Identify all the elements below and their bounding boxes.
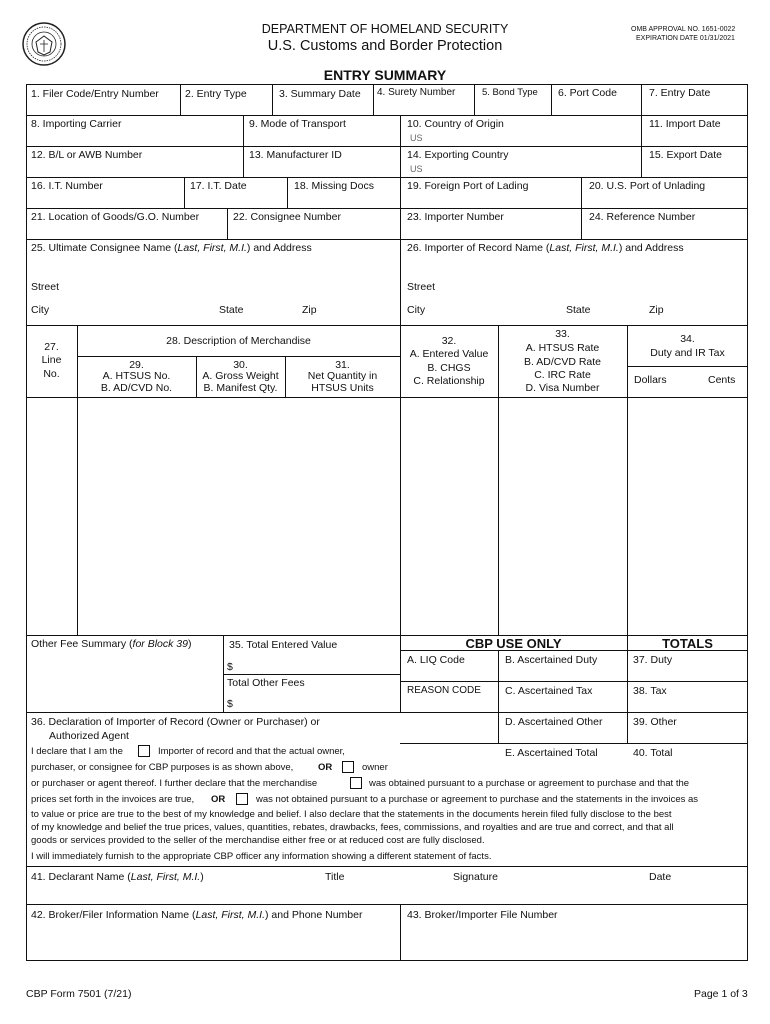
col-30-manifest-qty: B. Manifest Qty.	[203, 382, 278, 394]
col-33-num: 33.	[555, 328, 570, 340]
declaration-or-1: OR	[318, 762, 333, 773]
liq-code: A. LIQ Code	[407, 654, 465, 666]
declaration-line-2a: purchaser, or consignee for CBP purposes is as shown above,	[31, 762, 294, 773]
form-number: CBP Form 7501 (7/21)	[26, 988, 132, 1000]
field-it-number: 16. I.T. Number	[31, 180, 103, 192]
col-31-htsus-units: HTSUS Units	[311, 382, 374, 394]
col-32-num: 32.	[441, 335, 457, 347]
col-description: 28. Description of Merchandise	[166, 335, 311, 347]
ascertained-other: D. Ascertained Other	[505, 716, 603, 728]
form-title: ENTRY SUMMARY	[323, 67, 447, 83]
col-line-label: Line	[41, 354, 62, 366]
field-manufacturer-id: 13. Manufacturer ID	[249, 149, 342, 161]
ascertained-duty: B. Ascertained Duty	[505, 654, 598, 666]
owner-checkbox[interactable]	[342, 761, 354, 773]
field-location-of-goods: 21. Location of Goods/G.O. Number	[31, 211, 200, 223]
purchase-obtained-checkbox[interactable]	[350, 777, 362, 789]
declaration-title-2: Authorized Agent	[49, 730, 129, 742]
declaration-line-4b: was not obtained pursuant to a purchase or agreement to purchase and the statements in the invoices as	[256, 794, 699, 805]
declaration-line-7: goods or services provided to the seller of the merchandise either free or at reduced cost are fully disclosed.	[31, 835, 485, 846]
col-line-no: No.	[43, 368, 60, 380]
declaration-line-6: of my knowledge and belief the true prices, values, quantities, rebates, drawbacks, fees, commissions, and royalties and are true and correct, and that all	[31, 822, 674, 833]
col-34-cents: Cents	[708, 374, 736, 386]
purchase-not-obtained-checkbox[interactable]	[236, 793, 248, 805]
declaration-line-2b: owner	[362, 762, 388, 773]
field-missing-docs: 18. Missing Docs	[294, 180, 374, 192]
field-importer-of-record: 26. Importer of Record Name (Last, First, M.I.) and Address	[407, 242, 684, 254]
total-duty: 37. Duty	[633, 654, 673, 666]
field-date: Date	[649, 871, 672, 883]
col-33-htsus-rate: A. HTSUS Rate	[525, 342, 600, 354]
expiration-date: EXPIRATION DATE 01/31/2021	[636, 35, 735, 42]
field-bl-awb-number: 12. B/L or AWB Number	[31, 149, 143, 161]
reason-code: REASON CODE	[407, 685, 481, 696]
field-declarant-name: 41. Declarant Name (Last, First, M.I.)	[31, 871, 204, 883]
record-state-label: State	[566, 304, 591, 316]
ultimate-city-label: City	[31, 304, 50, 316]
col-34-dollars: Dollars	[634, 374, 667, 386]
record-zip-label: Zip	[649, 304, 664, 316]
field-filer-code: 1. Filer Code/Entry Number	[31, 88, 159, 100]
declaration-title: 36. Declaration of Importer of Record (Owner or Purchaser) or	[31, 716, 320, 728]
declaration-or-2: OR	[211, 794, 226, 805]
declaration-line-3a: or purchaser or agent thereof. I further declare that the merchandise	[31, 778, 318, 789]
col-line-number: 27.	[44, 341, 59, 353]
col-33-irc-rate: C. IRC Rate	[534, 369, 591, 381]
field-signature: Signature	[453, 871, 498, 883]
field-foreign-port: 19. Foreign Port of Lading	[407, 180, 529, 192]
field-import-date: 11. Import Date	[649, 118, 721, 130]
field-export-date: 15. Export Date	[649, 149, 722, 161]
record-city-label: City	[407, 304, 426, 316]
field-importer-number: 23. Importer Number	[407, 211, 504, 223]
other-fee-summary: Other Fee Summary (for Block 39)	[31, 638, 192, 650]
ultimate-zip-label: Zip	[302, 304, 317, 316]
total-other: 39. Other	[633, 716, 677, 728]
field-reference-number: 24. Reference Number	[589, 211, 696, 223]
field-exporting-country: 14. Exporting Country	[407, 149, 509, 161]
cbp-use-only: CBP USE ONLY	[465, 636, 562, 651]
col-34-duty-ir-tax: Duty and IR Tax	[650, 347, 725, 359]
col-32-chgs: B. CHGS	[427, 362, 471, 374]
total-other-dollar: $	[227, 698, 233, 710]
field-declarant-title: Title	[325, 871, 345, 883]
dhs-seal-icon	[22, 22, 66, 66]
col-33-visa-number: D. Visa Number	[525, 382, 600, 394]
col-33-adcvd-rate: B. AD/CVD Rate	[523, 356, 602, 368]
total-total: 40. Total	[633, 747, 673, 759]
declaration-line-1a: I declare that I am the	[31, 746, 123, 757]
declaration-line-5: to value or price are true to the best of my knowledge and belief. I also declare that the statements in the documents herein filed fully disclose to the best	[31, 809, 672, 820]
total-tax: 38. Tax	[633, 685, 667, 697]
department-name: DEPARTMENT OF HOMELAND SECURITY	[261, 22, 509, 36]
field-summary-date: 3. Summary Date	[279, 88, 361, 100]
field-country-of-origin: 10. Country of Origin	[407, 118, 504, 130]
field-consignee-number: 22. Consignee Number	[233, 211, 341, 223]
field-importing-carrier: 8. Importing Carrier	[31, 118, 122, 130]
omb-approval: OMB APPROVAL NO. 1651-0022	[631, 26, 736, 33]
field-broker-filer-info: 42. Broker/Filer Information Name (Last, First, M.I.) and Phone Number	[31, 909, 363, 921]
record-street-label: Street	[407, 281, 436, 293]
ascertained-tax: C. Ascertained Tax	[505, 685, 593, 697]
field-entry-type: 2. Entry Type	[185, 88, 247, 100]
total-entered-dollar: $	[227, 661, 233, 673]
agency-name: U.S. Customs and Border Protection	[267, 38, 503, 54]
declaration-line-1b: Importer of record and that the actual owner,	[158, 746, 345, 757]
col-29-num: 29.	[129, 359, 144, 371]
field-bond-type: 5. Bond Type	[482, 87, 538, 98]
field-broker-file-number: 43. Broker/Importer File Number	[407, 909, 558, 921]
declaration-line-3b: was obtained pursuant to a purchase or agreement to purchase and that the	[369, 778, 690, 789]
col-30-gross-weight: A. Gross Weight	[202, 370, 279, 382]
col-31-net-quantity: Net Quantity in	[307, 370, 378, 382]
col-32-relationship: C. Relationship	[413, 375, 485, 387]
col-29-adcvd: B. AD/CVD No.	[100, 382, 173, 394]
importer-of-record-checkbox[interactable]	[138, 745, 150, 757]
total-entered-value: 35. Total Entered Value	[229, 639, 338, 651]
ultimate-street-label: Street	[31, 281, 60, 293]
declaration-line-4a: prices set forth in the invoices are true,	[31, 794, 195, 805]
ultimate-state-label: State	[219, 304, 244, 316]
field-ultimate-consignee: 25. Ultimate Consignee Name (Last, First, M.I.) and Address	[31, 242, 312, 254]
col-31-num: 31.	[335, 359, 350, 371]
ascertained-total: E. Ascertained Total	[505, 747, 598, 759]
field-us-port: 20. U.S. Port of Unlading	[589, 180, 706, 192]
col-30-num: 30.	[233, 359, 248, 371]
col-32-entered-value: A. Entered Value	[409, 348, 489, 360]
country-of-origin-value[interactable]: US	[410, 133, 423, 143]
field-mode-of-transport: 9. Mode of Transport	[249, 118, 346, 130]
col-29-htsus: A. HTSUS No.	[102, 370, 171, 382]
declaration-line-8: I will immediately furnish to the appropriate CBP officer any information showing a different statement of facts.	[31, 851, 492, 862]
field-it-date: 17. I.T. Date	[190, 180, 247, 192]
page-number: Page 1 of 3	[694, 988, 748, 1000]
field-entry-date: 7. Entry Date	[649, 87, 711, 99]
totals-heading: TOTALS	[662, 636, 713, 651]
field-port-code: 6. Port Code	[558, 87, 617, 99]
col-34-num: 34.	[680, 333, 695, 345]
exporting-country-value[interactable]: US	[410, 164, 423, 174]
total-other-fees: Total Other Fees	[227, 677, 305, 689]
field-surety-number: 4. Surety Number	[377, 87, 456, 98]
